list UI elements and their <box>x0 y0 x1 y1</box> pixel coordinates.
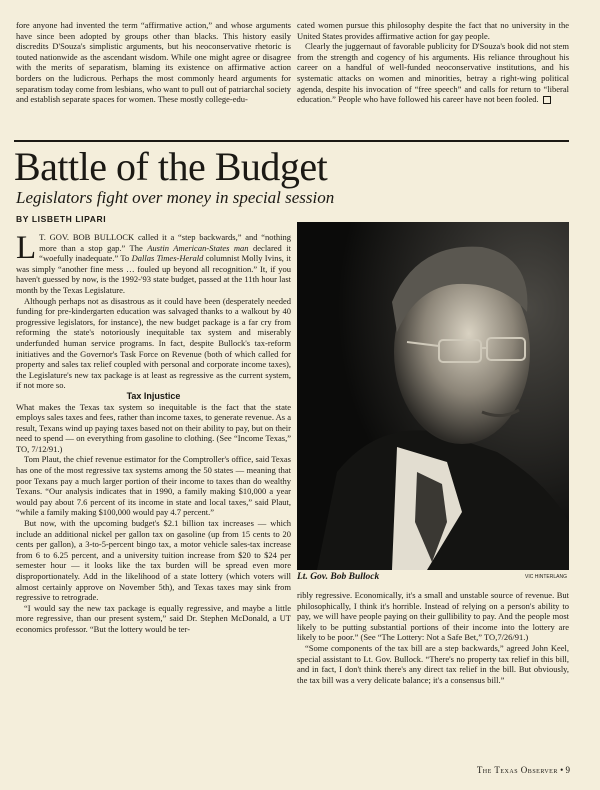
top-right-column <box>297 20 569 105</box>
footer-bullet: • <box>560 765 564 775</box>
article-byline: BY LISBETH LIPARI <box>16 214 107 224</box>
article-headline: Battle of the Budget <box>14 144 328 189</box>
page-number: 9 <box>565 765 570 775</box>
end-mark-icon <box>543 96 551 104</box>
body-paragraph: Tom Plaut, the chief revenue estimator for the Comptroller's office, said Texas has one of the most regressive tax systems among the 50 states — meaning that poor Texans pay a much larger portion of their income to taxes than do wealthy Texans. “Our analysis indicates that in 1990, a family making $10,000 a year would pay about 7.6 percent of its income in state and local taxes,” said Plaut, “while a family making $100,000 would pay 4.7 percent.” <box>16 454 291 518</box>
top-left-column <box>16 20 291 105</box>
photo-caption <box>297 572 569 584</box>
body-paragraph: But now, with the upcoming budget's $2.1 billion tax increases — which include an additional nickel per gallon tax on gasoline (up from 15 cents to 20 cents per gallon), a 3-to-5-percent bingo tax, a motor vehicle sales-tax increase from 6 to 6.25 percent, and a university tuition increase from $20 to $24 per semester hour — it looks like the tax burden will be spread even more disproportionately. Add in the likelihood of a state lottery (which voters will almost certainly approve on November 5th), and Texas taxes may sink from regressive to retrograde. <box>16 518 291 603</box>
body-paragraph: “Some components of the tax bill are a step backwards,” agreed John Keel, special assistant to Lt. Gov. Bullock. “There's no property tax relief in this bill, and in fact, I don't think there's any direct tax relief in the bill. But obviously, the tax bill was a very delicate balance; it's a consensus bill.” <box>297 642 569 685</box>
photo-credit: VIC HINTERLANG <box>525 574 567 580</box>
article-left-column <box>16 232 291 635</box>
publication-name: The Texas Observer <box>476 765 558 775</box>
body-paragraph: ribly regressive. Economically, it's a small and unstable source of revenue. But philosophically, I think it's horrible. Instead of relying on a person's ability to pay, we will have people paying on their gullibility to pay. And the people most likely to be putting substantial portions of their income into the lottery are likely to be poor.” (See “The Lottery: Not a Safe Bet,” TO,7/26/91.) <box>297 590 569 643</box>
body-paragraph: fore anyone had invented the term “affirmative action,” and whose arguments have since been adopted by groups other than blacks. This history easily discredits D'Souza's simplistic arguments, but his neoconservative rhetoric is touted nationwide as the ascendant wisdom. While one might agree or disagree with the merits of separatism, blaming its existence on affirmative action borders on the ludicrous. Perhaps the most commonly heard arguments for separatism today come from lesbians, who want to pull out of patriarchal society and establish separate spaces for women. These mostly college-edu- <box>16 20 291 105</box>
caption-text: Lt. Gov. Bob Bullock <box>297 572 380 582</box>
lead-paragraph: L T. GOV. BOB BULLOCK called it a “step backwards,” and “nothing more than a stop gap.” The Austin American-States man declared it “woefully inadequate.” To Dallas Times-Herald columnist Molly Ivins, it was simply “another fine mess … fouled up beyond all recognition.” It, if you haven't guessed by now, is the 1992-'93 state budget, passed at the 11th hour last month by the Texas Legislature. <box>16 230 291 295</box>
page-footer <box>477 765 570 775</box>
body-paragraph: “I would say the new tax package is equally regressive, and maybe a little more regressive, than our present system,” said Dr. Stephen McDonald, a UT economics professor. “But the lottery would be ter- <box>16 602 291 634</box>
body-paragraph: cated women pursue this philosophy despite the fact that no university in the United States provides affirmative action for gay people. <box>297 20 569 41</box>
body-paragraph: Although perhaps not as disastrous as it could have been (desperately needed funding for pre-kindergarten education was salvaged thanks to a walkout by 40 progressive legislators, for instance), the new budget package is a far cry from reforming the state's notoriously inequitable tax system and miserably underfunded human service programs. In fact, despite Bullock's tax-reform initiatives and the Governor's Task Force on Revenue (both of which called for property and sales tax relief coupled with personal and corporate income taxes), the Legislature's new tax package is at least as regressive as the current system, if not more so. <box>16 295 291 391</box>
section-divider <box>14 140 569 142</box>
drop-cap: L <box>16 230 37 266</box>
portrait-photo <box>297 222 569 570</box>
body-paragraph: What makes the Texas tax system so inequitable is the fact that the state employs sales taxes and fees, rather than income taxes, to generate revenue. As a result, Texans wind up paying taxes based not on their ability to pay, but on their need to spend — on everything from gasoline to clothing. (See “Income Texas,” TO, 7/12/91.) <box>16 401 291 454</box>
article-dek: Legislators fight over money in special session <box>16 188 335 207</box>
body-paragraph: Clearly the juggernaut of favorable publicity for D'Souza's book did not stem from the strength and cogency of his arguments. His reliance throughout his career on a handful of well-funded neoconservative institutions, and his systematic attacks on women and minorities, betray a right-wing political agenda, despite his invocation of “free speech” and calls for return to “liberal education.” People who have followed his career have not been fooled. <box>297 41 569 105</box>
article-right-column <box>297 590 569 685</box>
section-subhead: Tax Injustice <box>126 390 181 401</box>
portrait-illustration <box>297 222 569 570</box>
